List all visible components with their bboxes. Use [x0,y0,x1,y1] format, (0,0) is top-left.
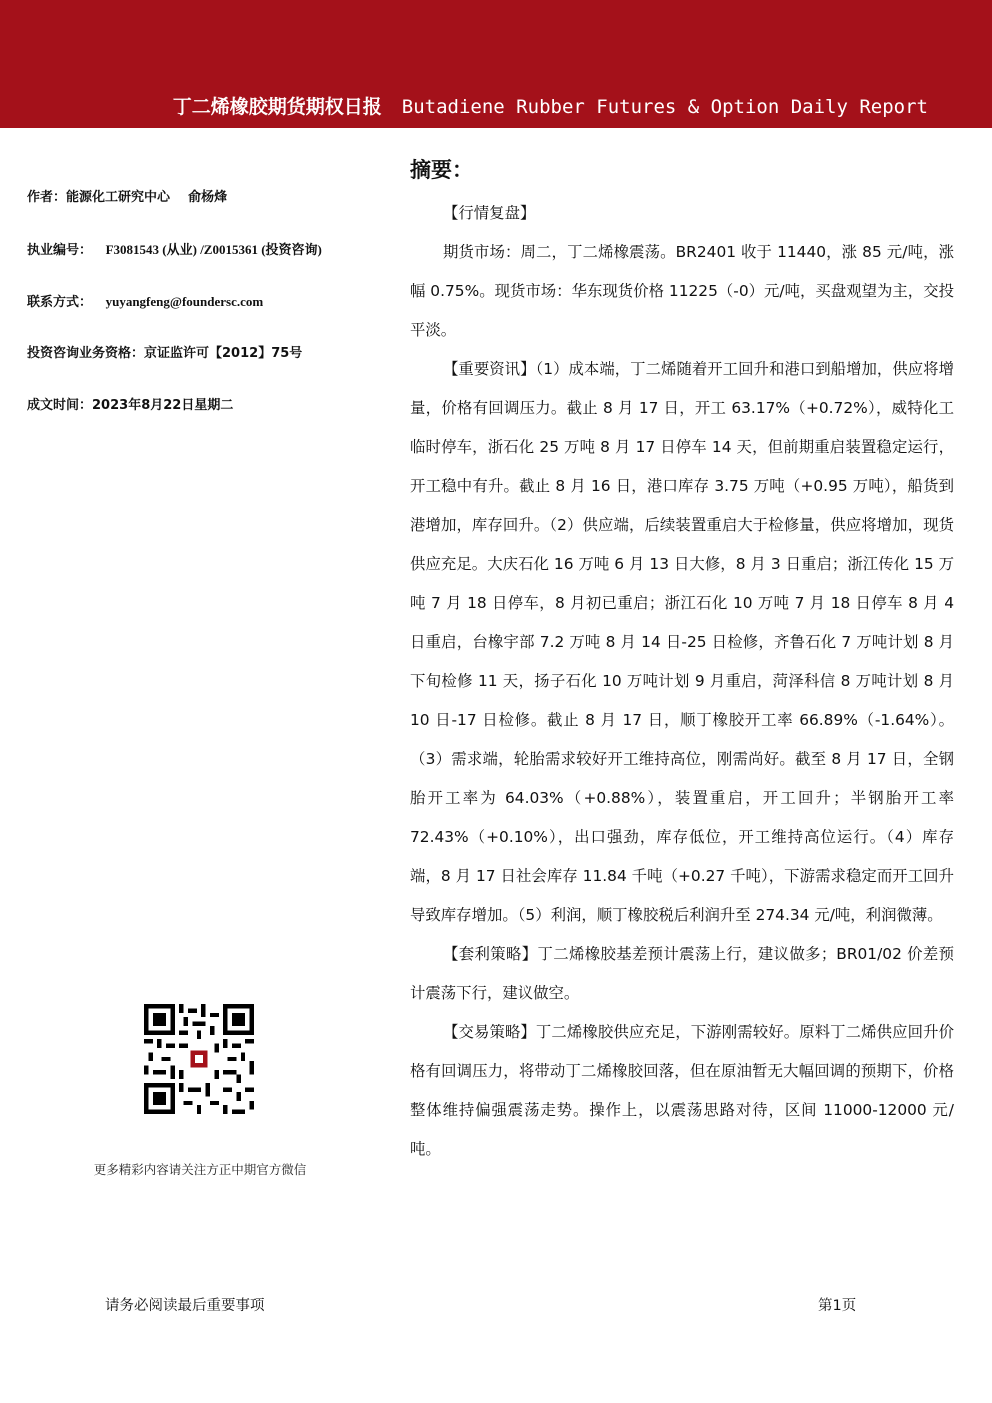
qualification-row [27,342,387,394]
page-number: 第1页 [818,1298,857,1314]
abstract-section [410,154,954,1169]
qr-code-icon [144,1004,254,1114]
license-row [27,238,387,290]
report-title [173,92,928,119]
date-row [27,394,387,446]
review-heading: 【行情复盘】 [443,204,536,222]
author-value: 能源化工研究中心 俞杨烽 [66,190,228,205]
trading-paragraph: 【交易策略】丁二烯橡胶供应充足，下游刚需较好。原料丁二烯供应回升价格有回调压力，将带动丁二烯橡胶回落，但在原油暂无大幅回调的预期下，价格整体维持偏强震荡走势。操作上，以震荡思路对待，区间 11000-12000 元/吨。 [410,1023,954,1158]
license-label: 执业编号： [27,243,93,258]
author-label: 作者： [27,190,67,205]
author-info-panel [27,186,387,446]
author-row [27,186,387,238]
qualification-label: 投资咨询业务资格： [27,346,145,361]
abstract-title: 摘要： [410,158,473,182]
news-paragraph: 【重要资讯】（1）成本端，丁二烯随着开工回升和港口到船增加，供应将增量，价格有回调压力。截止 8 月 17 日，开工 63.17%（+0.72%），威特化工临时停车，浙石化 25 万吨 8 月 17 日停车 14 天，但前期重启装置稳定运行，开工稳中有升。截止 8 月 16 日，港口库存 3.75 万吨（+0.95 万吨），船货到港增加，库存回升。（2）供应端，后续装置重启大于检修量，供应将增加，现货供应充足。大庆石化 16 万吨 6 月 13 日大修，8 月 3 日重启；浙江传化 15 万吨 7 月 18 日停车，8 月初已重启；浙江石化 10 万吨 7 月 18 日停车 8 月 4 日重启，台橡宇部 7.2 万吨 8 月 14 日-25 日检修，齐鲁石化 7 万吨计划 8 月下旬检修 11 天，扬子石化 10 万吨计划 9 月重启，菏泽科信 8 万吨计划 8 月 10 日-17 日检修。截止 8 月 17 日，顺丁橡胶开工率 66.89%（-1.64%）。（3）需求端，轮胎需求较好开工维持高位，刚需尚好。截至 8 月 17 日，全钢胎开工率为 64.03%（+0.88%），装置重启，开工回升；半钢胎开工率 72.43%（+0.10%），出口强劲，库存低位，开工维持高位运行。（4）库存端，8 月 17 日社会库存 11.84 千吨（+0.27 千吨），下游需求稳定而开工回升导致库存增加。（5）利润，顺丁橡胶税后利润升至 274.34 元/吨，利润微薄。 [410,360,954,924]
report-header-band [0,0,992,128]
license-value: F3081543 (从业) /Z0015361 (投资咨询) [105,242,322,257]
contact-row [27,290,387,342]
contact-label: 联系方式： [27,295,93,310]
footer-notice: 请务必阅读最后重要事项 [105,1298,265,1314]
contact-email[interactable]: yuyangfeng@foundersc.com [105,294,264,309]
qr-caption: 更多精彩内容请关注方正中期官方微信 [93,1162,307,1177]
arbitrage-paragraph: 【套利策略】丁二烯橡胶基差预计震荡上行，建议做多；BR01/02 价差预计震荡下行，建议做空。 [410,945,954,1002]
report-title-cn: 丁二烯橡胶期货期权日报 [172,96,382,118]
review-paragraph: 期货市场：周二，丁二烯橡震荡。BR2401 收于 11440，涨 85 元/吨，涨幅 0.75%。现货市场：华东现货价格 11225（-0）元/吨，买盘观望为主，交投平淡。 [410,243,954,339]
date-label: 成文时间： [27,398,93,413]
report-title-en: Butadiene Rubber Futures & Option Daily Report [401,96,928,118]
qualification-value: 京证监许可【2012】75号 [144,346,303,361]
date-value: 2023年8月22日星期二 [92,398,234,413]
